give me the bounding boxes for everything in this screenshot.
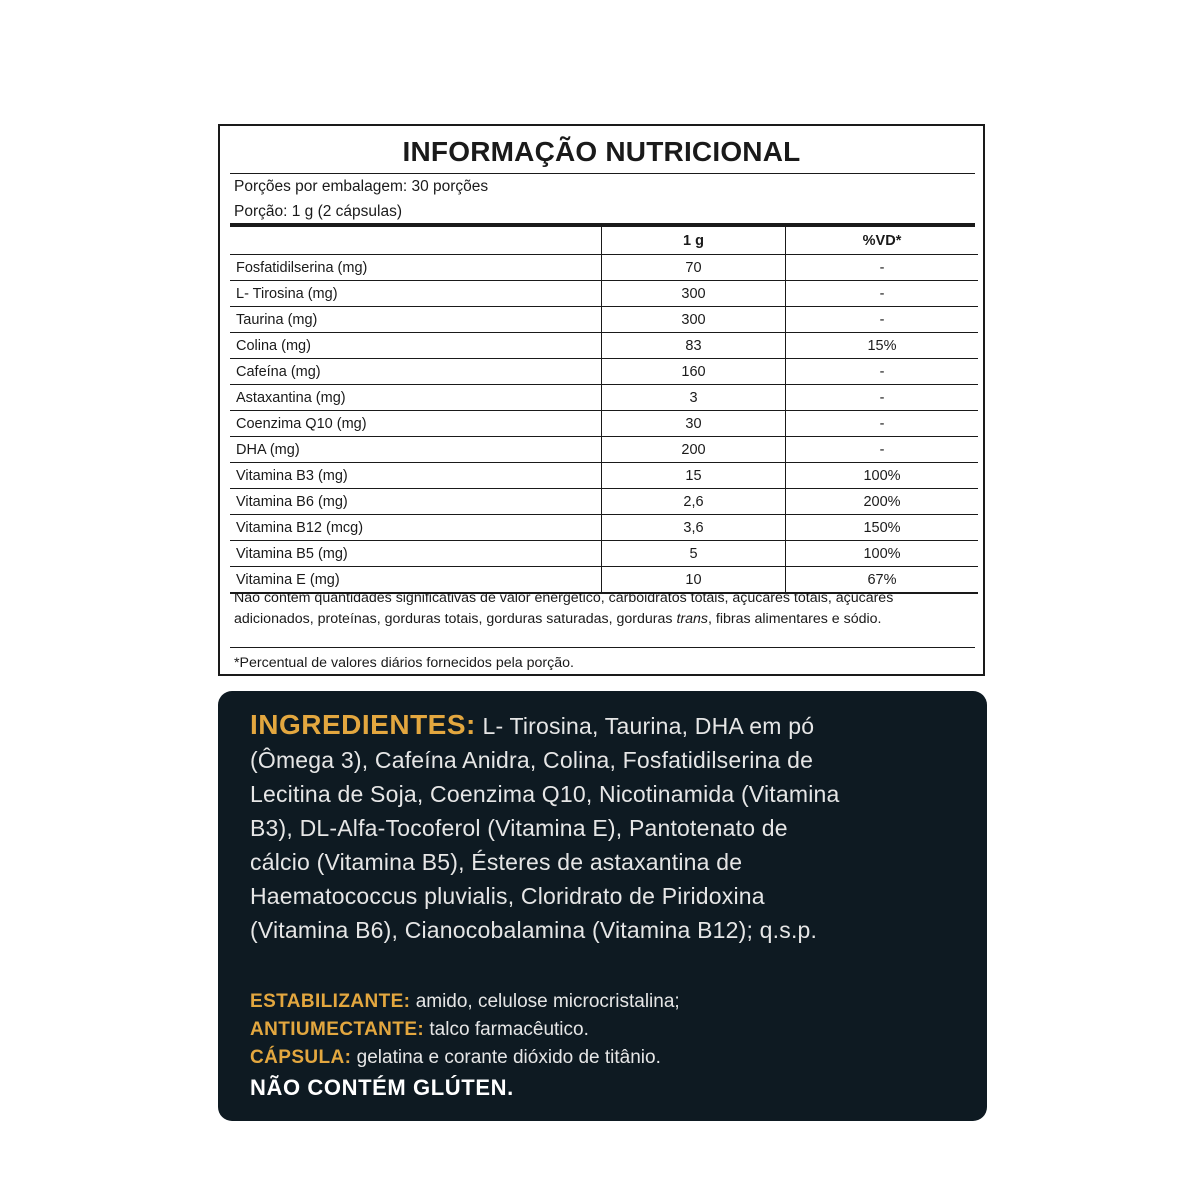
nutrient-name: Colina (mg) xyxy=(230,333,602,359)
table-row xyxy=(230,359,978,385)
table-row xyxy=(230,333,978,359)
nutrient-daily-value: 67% xyxy=(786,567,979,594)
table-row xyxy=(230,411,978,437)
note-trans: trans xyxy=(676,610,708,627)
nutrient-daily-value: - xyxy=(786,437,979,463)
stabilizer-label: ESTABILIZANTE: xyxy=(250,991,411,1012)
footnote-divider xyxy=(230,647,975,648)
nutrient-daily-value: 150% xyxy=(786,515,979,541)
table-row xyxy=(230,437,978,463)
nutrient-daily-value: - xyxy=(786,411,979,437)
table-row xyxy=(230,255,978,281)
table-row xyxy=(230,307,978,333)
gluten-notice: NÃO CONTÉM GLÚTEN. xyxy=(250,1075,514,1100)
nutrient-amount: 300 xyxy=(602,307,786,333)
serving-size: Porção: 1 g (2 cápsulas) xyxy=(234,203,403,220)
header-daily-value: %VD* xyxy=(786,227,979,255)
header-nutrient xyxy=(230,227,602,255)
note-text: Não contém quantidades significativas de valor energético, carboidratos totais, açúcares totais, açúcares adicionados, proteínas, gorduras totais, gorduras saturadas, gorduras xyxy=(234,590,894,627)
nutrition-table xyxy=(230,227,978,594)
table-row xyxy=(230,489,978,515)
nutrient-name: Coenzima Q10 (mg) xyxy=(230,411,602,437)
table-row xyxy=(230,515,978,541)
nutrient-name: Vitamina B12 (mcg) xyxy=(230,515,602,541)
nutrient-amount: 300 xyxy=(602,281,786,307)
anticaking-line xyxy=(250,1019,589,1041)
nutrition-facts-panel xyxy=(218,124,985,676)
nutrient-daily-value: - xyxy=(786,281,979,307)
ingredients-label: INGREDIENTES: xyxy=(250,709,476,740)
table-row xyxy=(230,385,978,411)
table-row xyxy=(230,541,978,567)
table-row xyxy=(230,281,978,307)
daily-value-footnote: *Percentual de valores diários fornecidos pela porção. xyxy=(234,655,574,671)
nutrient-amount: 83 xyxy=(602,333,786,359)
nutrient-name: Vitamina B3 (mg) xyxy=(230,463,602,489)
capsule-label: CÁPSULA: xyxy=(250,1047,352,1068)
nutrient-amount: 160 xyxy=(602,359,786,385)
nutrient-amount: 30 xyxy=(602,411,786,437)
nutrition-title: INFORMAÇÃO NUTRICIONAL xyxy=(402,136,801,167)
nutrition-note xyxy=(234,588,934,629)
stabilizer-line xyxy=(250,991,680,1013)
nutrient-amount: 15 xyxy=(602,463,786,489)
nutrient-amount: 2,6 xyxy=(602,489,786,515)
nutrient-daily-value: 100% xyxy=(786,541,979,567)
nutrient-name: Astaxantina (mg) xyxy=(230,385,602,411)
anticaking-label: ANTIUMECTANTE: xyxy=(250,1019,425,1040)
nutrient-daily-value: - xyxy=(786,359,979,385)
nutrient-name: Vitamina E (mg) xyxy=(230,567,602,594)
stabilizer-value: amido, celulose microcristalina; xyxy=(415,991,680,1012)
ingredients-panel xyxy=(218,691,987,1121)
nutrient-name: Vitamina B5 (mg) xyxy=(230,541,602,567)
nutrient-amount: 70 xyxy=(602,255,786,281)
nutrient-amount: 3 xyxy=(602,385,786,411)
nutrient-daily-value: 100% xyxy=(786,463,979,489)
table-row xyxy=(230,463,978,489)
ingredients-list: L- Tirosina, Taurina, DHA em pó (Ômega 3), Cafeína Anidra, Colina, Fosfatidilserina de Lecitina de Soja, Coenzima Q10, Nicotinamida (Vitamina B3), DL-Alfa-Tocoferol (Vitamina E), Pantotenato de cálcio (Vitamina B5), Ésteres de astaxantina de Haematococcus pluvialis, Cloridrato de Piridoxina (Vitamina B6), Cianocobalamina (Vitamina B12); q.s.p. xyxy=(250,713,840,943)
nutrient-daily-value: 15% xyxy=(786,333,979,359)
capsule-line xyxy=(250,1047,661,1069)
nutrient-amount: 3,6 xyxy=(602,515,786,541)
nutrient-name: DHA (mg) xyxy=(230,437,602,463)
nutrient-name: Vitamina B6 (mg) xyxy=(230,489,602,515)
nutrient-amount: 5 xyxy=(602,541,786,567)
nutrient-amount: 200 xyxy=(602,437,786,463)
nutrient-name: L- Tirosina (mg) xyxy=(230,281,602,307)
nutrient-daily-value: 200% xyxy=(786,489,979,515)
header-amount: 1 g xyxy=(602,227,786,255)
nutrient-daily-value: - xyxy=(786,385,979,411)
title-divider xyxy=(230,173,975,174)
table-header-row xyxy=(230,227,978,255)
nutrient-daily-value: - xyxy=(786,255,979,281)
servings-per-package: Porções por embalagem: 30 porções xyxy=(234,178,489,195)
nutrient-name: Cafeína (mg) xyxy=(230,359,602,385)
capsule-value: gelatina e corante dióxido de titânio. xyxy=(356,1047,661,1068)
anticaking-value: talco farmacêutico. xyxy=(429,1019,589,1040)
ingredients-text-block xyxy=(250,708,850,947)
nutrient-amount: 10 xyxy=(602,567,786,594)
nutrient-name: Fosfatidilserina (mg) xyxy=(230,255,602,281)
note-text-end: , fibras alimentares e sódio. xyxy=(708,610,882,627)
nutrient-daily-value: - xyxy=(786,307,979,333)
nutrient-name: Taurina (mg) xyxy=(230,307,602,333)
